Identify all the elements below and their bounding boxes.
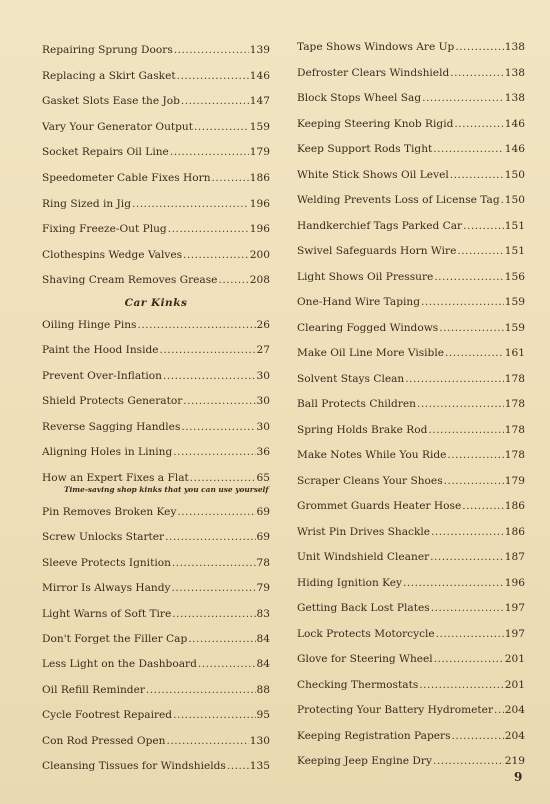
dot-leader <box>172 581 256 595</box>
entry-title: Block Stops Wheel Sag <box>297 92 422 104</box>
entry-title: Grommet Guards Heater Hose <box>297 500 462 512</box>
dot-leader <box>198 657 256 671</box>
dot-leader <box>218 273 248 287</box>
index-entry <box>42 171 270 185</box>
entry-page-number: 151 <box>504 245 525 257</box>
index-entry <box>297 652 525 666</box>
index-entry <box>297 397 525 411</box>
entry-title: Fixing Freeze-Out Plug <box>42 223 167 236</box>
entry-title: Clearing Fogged Windows <box>297 321 439 334</box>
entry-page-number: 78 <box>256 556 270 569</box>
dot-leader <box>422 91 504 105</box>
entry-page-number: 197 <box>504 602 525 614</box>
entry-page-number: 138 <box>504 41 525 53</box>
index-entry <box>297 270 525 284</box>
entry-page-number: 146 <box>249 69 270 82</box>
dot-leader <box>452 729 504 743</box>
index-entry <box>42 273 270 287</box>
index-entry <box>42 683 270 697</box>
index-entry <box>42 581 270 595</box>
entry-page-number: 139 <box>249 44 270 56</box>
entry-title: Hiding Ignition Key <box>297 576 403 589</box>
entry-title: Oil Refill Reminder <box>42 683 145 696</box>
entry-title: Spring Holds Brake Rod <box>297 423 428 436</box>
entry-title: Ball Protects Children <box>297 398 416 410</box>
entry-page-number: 151 <box>504 219 525 232</box>
index-entry <box>297 295 525 309</box>
entry-page-number: 187 <box>504 551 525 563</box>
index-entry <box>297 244 525 258</box>
index-entry <box>42 369 270 383</box>
entry-page-number: 179 <box>504 474 525 487</box>
dot-leader <box>174 43 249 57</box>
index-entry <box>42 734 270 748</box>
index-entry <box>42 556 270 570</box>
dot-leader <box>188 632 255 646</box>
dot-leader <box>419 678 504 692</box>
index-entry <box>42 94 270 108</box>
dot-leader <box>433 754 504 768</box>
entry-title: Gasket Slots Ease the Job <box>42 95 180 108</box>
entry-page-number: 186 <box>249 172 270 184</box>
entry-title: Replacing a Skirt Gasket <box>42 69 176 82</box>
dot-leader <box>430 550 504 564</box>
entry-page-number: 146 <box>504 117 525 130</box>
dot-leader <box>494 703 504 717</box>
entry-page-number: 201 <box>504 678 525 691</box>
entry-page-number: 65 <box>256 471 270 484</box>
index-entry <box>42 657 270 671</box>
entry-page-number: 186 <box>504 500 525 512</box>
entry-title: Checking Thermostats <box>297 678 419 691</box>
index-entry <box>297 117 525 131</box>
dot-leader <box>439 321 504 335</box>
entry-page-number: 196 <box>504 576 525 589</box>
dot-leader <box>433 142 503 156</box>
entry-title: Handkerchief Tags Parked Car <box>297 219 463 232</box>
index-entry <box>42 607 270 621</box>
dot-leader <box>160 343 256 357</box>
index-entry <box>297 550 525 564</box>
entry-title: Keeping Steering Knob Rigid <box>297 117 454 130</box>
entry-page-number: 208 <box>249 274 270 287</box>
dot-leader <box>177 505 255 519</box>
entry-title: Scraper Cleans Your Shoes <box>297 474 443 487</box>
entry-page-number: 83 <box>256 607 270 620</box>
dot-leader <box>454 117 503 131</box>
entry-title: Cleansing Tissues for Windshields <box>42 760 226 773</box>
entry-page-number: 150 <box>504 194 525 206</box>
dot-leader <box>190 471 256 485</box>
entry-page-number: 200 <box>249 248 270 261</box>
entry-page-number: 69 <box>256 505 270 518</box>
entry-title: Paint the Hood Inside <box>42 344 159 357</box>
dot-leader <box>455 40 503 54</box>
index-entry <box>42 530 270 544</box>
dot-leader <box>173 445 255 459</box>
index-entry <box>42 420 270 434</box>
index-entry <box>297 448 525 462</box>
entry-page-number: 84 <box>256 658 270 671</box>
entry-page-number: 84 <box>256 632 270 645</box>
entry-page-number: 186 <box>504 525 525 538</box>
dot-leader <box>417 397 504 411</box>
entry-page-number: 161 <box>504 347 525 359</box>
dot-leader <box>403 576 504 590</box>
entry-page-number: 147 <box>249 95 270 108</box>
entry-page-number: 178 <box>504 423 525 436</box>
entry-title: Keeping Registration Papers <box>297 729 451 742</box>
dot-leader <box>450 168 504 182</box>
entry-page-number: 204 <box>504 704 525 716</box>
entry-title: Shield Protects Generator <box>42 395 183 408</box>
dot-leader <box>445 346 504 360</box>
entry-title: Con Rod Pressed Open <box>42 734 166 747</box>
entry-title: Repairing Sprung Doors <box>42 44 173 56</box>
entry-page-number: 201 <box>504 653 525 665</box>
index-entry <box>42 222 270 236</box>
index-entry <box>297 321 525 335</box>
dot-leader <box>450 66 504 80</box>
dot-leader <box>463 219 504 233</box>
entry-page-number: 150 <box>504 168 525 181</box>
entry-page-number: 130 <box>249 734 270 747</box>
entry-page-number: 138 <box>504 66 525 79</box>
entry-title: Prevent Over-Inflation <box>42 369 162 382</box>
entry-title: How an Expert Fixes a Flat <box>42 471 189 484</box>
entry-title: Speedometer Cable Fixes Horn <box>42 172 211 184</box>
dot-leader <box>183 248 249 262</box>
entry-title: Screw Unlocks Starter <box>42 531 165 544</box>
entry-title: Sleeve Protects Ignition <box>42 556 171 569</box>
dot-leader <box>183 394 255 408</box>
entry-title: Pin Removes Broken Key <box>42 505 177 518</box>
entry-page-number: 26 <box>256 319 270 331</box>
dot-leader <box>173 708 255 722</box>
dot-leader <box>167 734 249 748</box>
entry-title: Reverse Sagging Handles <box>42 420 181 433</box>
index-entry <box>297 91 525 105</box>
dot-leader <box>436 627 504 641</box>
entry-title: Clothespins Wedge Valves <box>42 248 183 261</box>
entry-page-number: 79 <box>256 582 270 595</box>
entry-title: Make Notes While You Ride <box>297 449 447 461</box>
index-entry <box>42 505 270 519</box>
entry-page-number: 30 <box>256 420 270 433</box>
entry-title: Light Warns of Soft Tire <box>42 607 172 620</box>
entry-page-number: 197 <box>504 627 525 640</box>
dot-leader <box>168 222 249 236</box>
dot-leader <box>431 601 504 615</box>
entry-title: Shaving Cream Removes Grease <box>42 274 218 287</box>
dot-leader <box>457 244 503 258</box>
entry-title: White Stick Shows Oil Level <box>297 168 449 181</box>
index-entry <box>297 754 525 768</box>
entry-page-number: 138 <box>504 92 525 104</box>
section-heading-car-kinks: Car Kinks <box>124 297 188 309</box>
entry-page-number: 179 <box>249 146 270 159</box>
index-entry <box>42 759 270 773</box>
entry-title: Glove for Steering Wheel <box>297 653 433 665</box>
dot-leader <box>172 607 255 621</box>
index-entry <box>297 499 525 513</box>
index-entry <box>42 248 270 262</box>
entry-title: Socket Repairs Oil Line <box>42 146 169 159</box>
entry-page-number: 156 <box>504 270 525 283</box>
entry-title: Tape Shows Windows Are Up <box>297 41 455 53</box>
entry-page-number: 204 <box>504 729 525 742</box>
dot-leader <box>428 423 503 437</box>
dot-leader <box>170 145 249 159</box>
entry-title: Keep Support Rods Tight <box>297 143 433 155</box>
index-entry <box>42 69 270 83</box>
entry-title: Wrist Pin Drives Shackle <box>297 525 431 538</box>
entry-title: Swivel Safeguards Horn Wire <box>297 245 457 257</box>
entry-page-number: 30 <box>256 395 270 408</box>
entry-page-number: 159 <box>504 296 525 308</box>
dot-leader <box>434 270 503 284</box>
index-entry <box>42 445 270 459</box>
entry-page-number: 178 <box>504 449 525 461</box>
entry-title: Mirror Is Always Handy <box>42 582 171 595</box>
index-entry <box>297 346 525 360</box>
index-entry <box>297 168 525 182</box>
entry-title: Getting Back Lost Plates <box>297 602 430 614</box>
index-entry <box>42 120 270 134</box>
entry-page-number: 27 <box>256 344 270 357</box>
page-number: 9 <box>514 770 523 784</box>
entry-title: Keeping Jeep Engine Dry <box>297 755 432 767</box>
dot-leader <box>181 420 255 434</box>
dot-leader <box>172 556 256 570</box>
dot-leader <box>177 69 249 83</box>
entry-page-number: 159 <box>249 120 270 133</box>
dot-leader <box>405 372 504 386</box>
entry-title: One-Hand Wire Taping <box>297 296 421 308</box>
index-entry <box>297 474 525 488</box>
index-entry <box>297 193 525 207</box>
dot-leader <box>434 652 504 666</box>
entry-note: Time-saving shop kinks that you can use yourself <box>64 484 269 494</box>
entry-title: Solvent Stays Clean <box>297 372 405 385</box>
index-entry <box>297 576 525 590</box>
entry-page-number: 178 <box>504 398 525 410</box>
index-entry <box>42 343 270 357</box>
index-entry <box>297 703 525 717</box>
index-entry <box>297 372 525 386</box>
entry-page-number: 69 <box>256 531 270 544</box>
dot-leader <box>194 120 249 134</box>
dot-leader <box>163 369 256 383</box>
entry-title: Light Shows Oil Pressure <box>297 270 434 283</box>
dot-leader <box>212 171 249 185</box>
index-entry <box>297 729 525 743</box>
index-entry <box>297 678 525 692</box>
entry-page-number: 196 <box>249 223 270 236</box>
dot-leader <box>165 530 255 544</box>
entry-page-number: 36 <box>256 446 270 459</box>
index-entry <box>297 601 525 615</box>
dot-leader <box>132 197 249 211</box>
index-entry <box>297 66 525 80</box>
entry-title: Ring Sized in Jig <box>42 197 131 210</box>
dot-leader <box>462 499 504 513</box>
index-entry <box>42 632 270 646</box>
dot-leader <box>227 759 249 773</box>
entry-title: Don't Forget the Filler Cap <box>42 632 188 645</box>
entry-title: Less Light on the Dashboard <box>42 658 197 671</box>
index-entry <box>42 318 270 332</box>
index-entry <box>297 40 525 54</box>
entry-page-number: 88 <box>256 683 270 696</box>
entry-title: Oiling Hinge Pins <box>42 319 137 331</box>
entry-title: Make Oil Line More Visible <box>297 347 444 359</box>
index-entry <box>297 142 525 156</box>
entry-page-number: 135 <box>249 760 270 773</box>
index-entry <box>42 145 270 159</box>
index-entry <box>42 197 270 211</box>
entry-title: Lock Protects Motorcycle <box>297 627 435 640</box>
entry-page-number: 95 <box>256 709 270 722</box>
entry-page-number: 196 <box>249 197 270 210</box>
dot-leader <box>444 474 504 488</box>
index-entry <box>42 708 270 722</box>
entry-title: Cycle Footrest Repaired <box>42 709 173 722</box>
entry-title: Unit Windshield Cleaner <box>297 551 430 563</box>
entry-page-number: 146 <box>504 143 525 155</box>
index-entry <box>297 423 525 437</box>
entry-title: Welding Prevents Loss of License Tag <box>297 194 500 206</box>
index-entry <box>42 471 270 485</box>
entry-page-number: 178 <box>504 372 525 385</box>
entry-page-number: 159 <box>504 321 525 334</box>
entry-title: Aligning Holes in Lining <box>42 446 173 459</box>
index-entry <box>297 525 525 539</box>
dot-leader <box>137 318 255 332</box>
dot-leader <box>501 193 504 207</box>
entry-page-number: 30 <box>256 369 270 382</box>
dot-leader <box>447 448 503 462</box>
entry-title: Defroster Clears Windshield <box>297 66 450 79</box>
dot-leader <box>146 683 256 697</box>
entry-title: Protecting Your Battery Hydrometer <box>297 704 494 716</box>
index-entry <box>297 627 525 641</box>
dot-leader <box>421 295 504 309</box>
entry-title: Vary Your Generator Output <box>42 120 194 133</box>
dot-leader <box>431 525 504 539</box>
index-entry <box>297 219 525 233</box>
dot-leader <box>181 94 249 108</box>
index-entry <box>42 394 270 408</box>
index-entry <box>42 43 270 57</box>
entry-page-number: 219 <box>504 755 525 767</box>
